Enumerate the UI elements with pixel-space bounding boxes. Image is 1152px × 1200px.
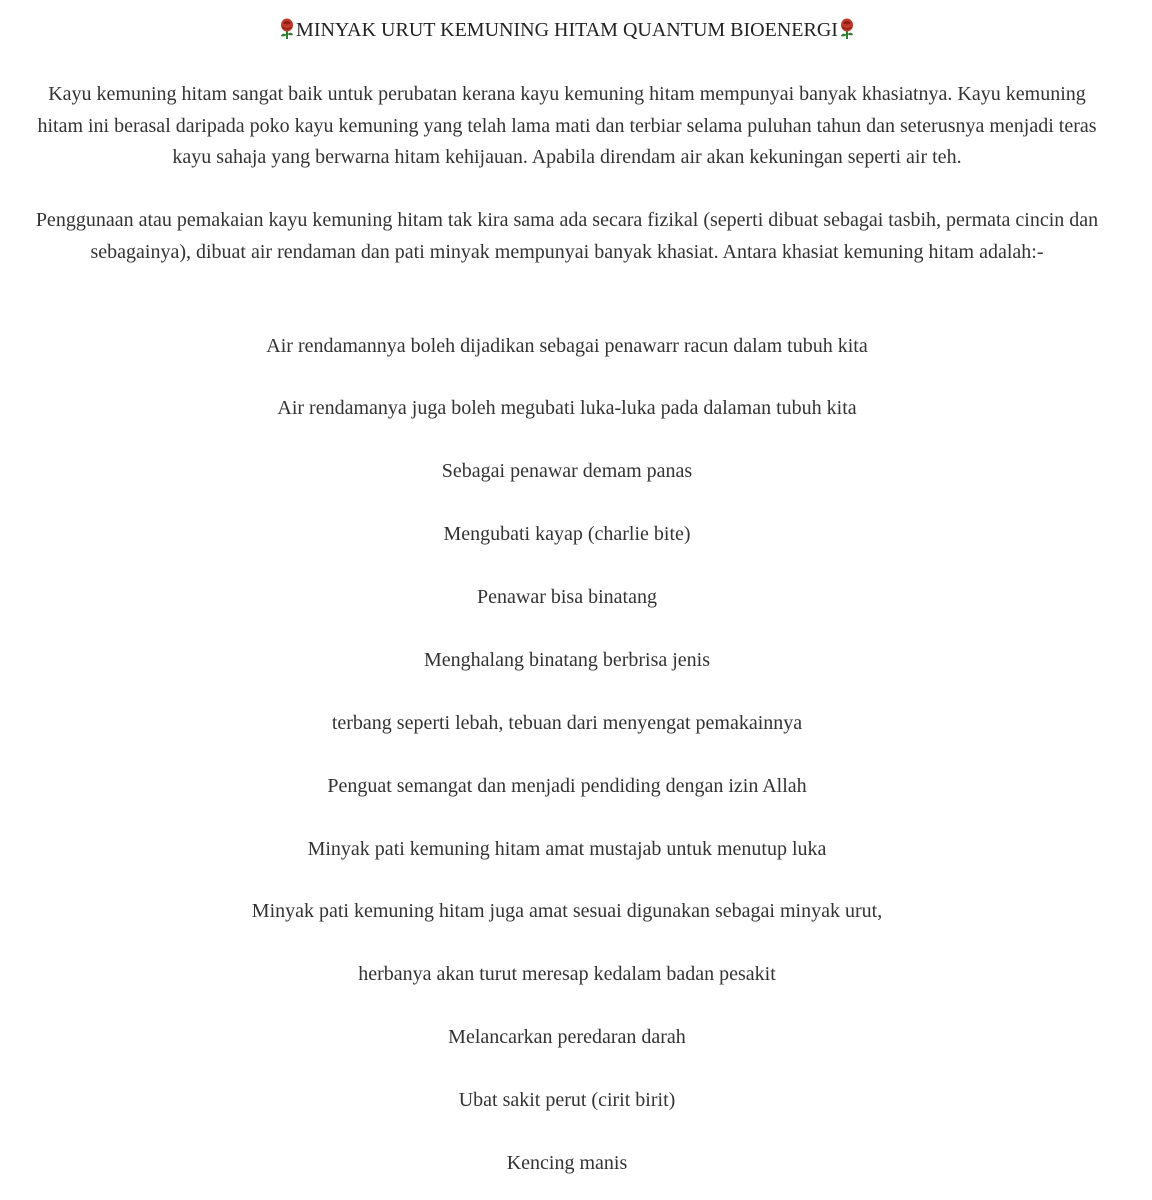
article-title: MINYAK URUT KEMUNING HITAM QUANTUM BIOENERGI: [296, 19, 838, 41]
intro-paragraph: Kayu kemuning hitam sangat baik untuk perubatan kerana kayu kemuning hitam mempunyai banyak khasiatnya. Kayu kemuning hitam ini berasal daripada poko kayu kemuning yang telah lama mati dan terbiar selama puluhan tahun dan seterusnya menjadi teras kayu sahaja yang berwarna hitam kehijauan. Apabila direndam air akan kekuningan seperti air teh.: [37, 83, 1097, 168]
benefit-item: Minyak pati kemuning hitam juga amat sesuai digunakan sebagai minyak urut,: [251, 900, 883, 922]
benefit-item: herbanya akan turut meresap kedalam badan pesakit: [358, 963, 776, 985]
benefit-item: Air rendamannya boleh dijadikan sebagai penawarr racun dalam tubuh kita: [266, 335, 868, 357]
benefit-item: Ubat sakit perut (cirit birit): [458, 1089, 676, 1111]
benefit-item: Air rendamanya juga boleh megubati luka-luka pada dalaman tubuh kita: [277, 397, 857, 419]
benefit-item: Menghalang binatang berbrisa jenis: [423, 649, 711, 671]
benefit-item: Kencing manis: [506, 1152, 628, 1174]
benefit-item: terbang seperti lebah, tebuan dari menyengat pemakainnya: [331, 712, 803, 734]
benefit-item: Sebagai penawar demam panas: [441, 460, 693, 482]
article-title-row: [0, 14, 1134, 46]
benefit-item: Minyak pati kemuning hitam amat mustajab untuk menutup luka: [307, 838, 827, 860]
rose-icon: [838, 18, 856, 40]
benefit-item: Melancarkan peredaran darah: [448, 1026, 686, 1048]
benefit-item: Mengubati kayap (charlie bite): [443, 523, 691, 545]
benefit-item: Penawar bisa binatang: [477, 586, 657, 608]
rose-icon: [278, 18, 296, 40]
benefit-item: Penguat semangat dan menjadi pendiding dengan izin Allah: [327, 775, 807, 797]
usage-paragraph: Penggunaan atau pemakaian kayu kemuning hitam tak kira sama ada secara fizikal (seperti dibuat sebagai tasbih, permata cincin dan sebagainya), dibuat air rendaman dan pati minyak mempunyai banyak khasiat. Antara khasiat kemuning hitam adalah:-: [35, 209, 1099, 263]
